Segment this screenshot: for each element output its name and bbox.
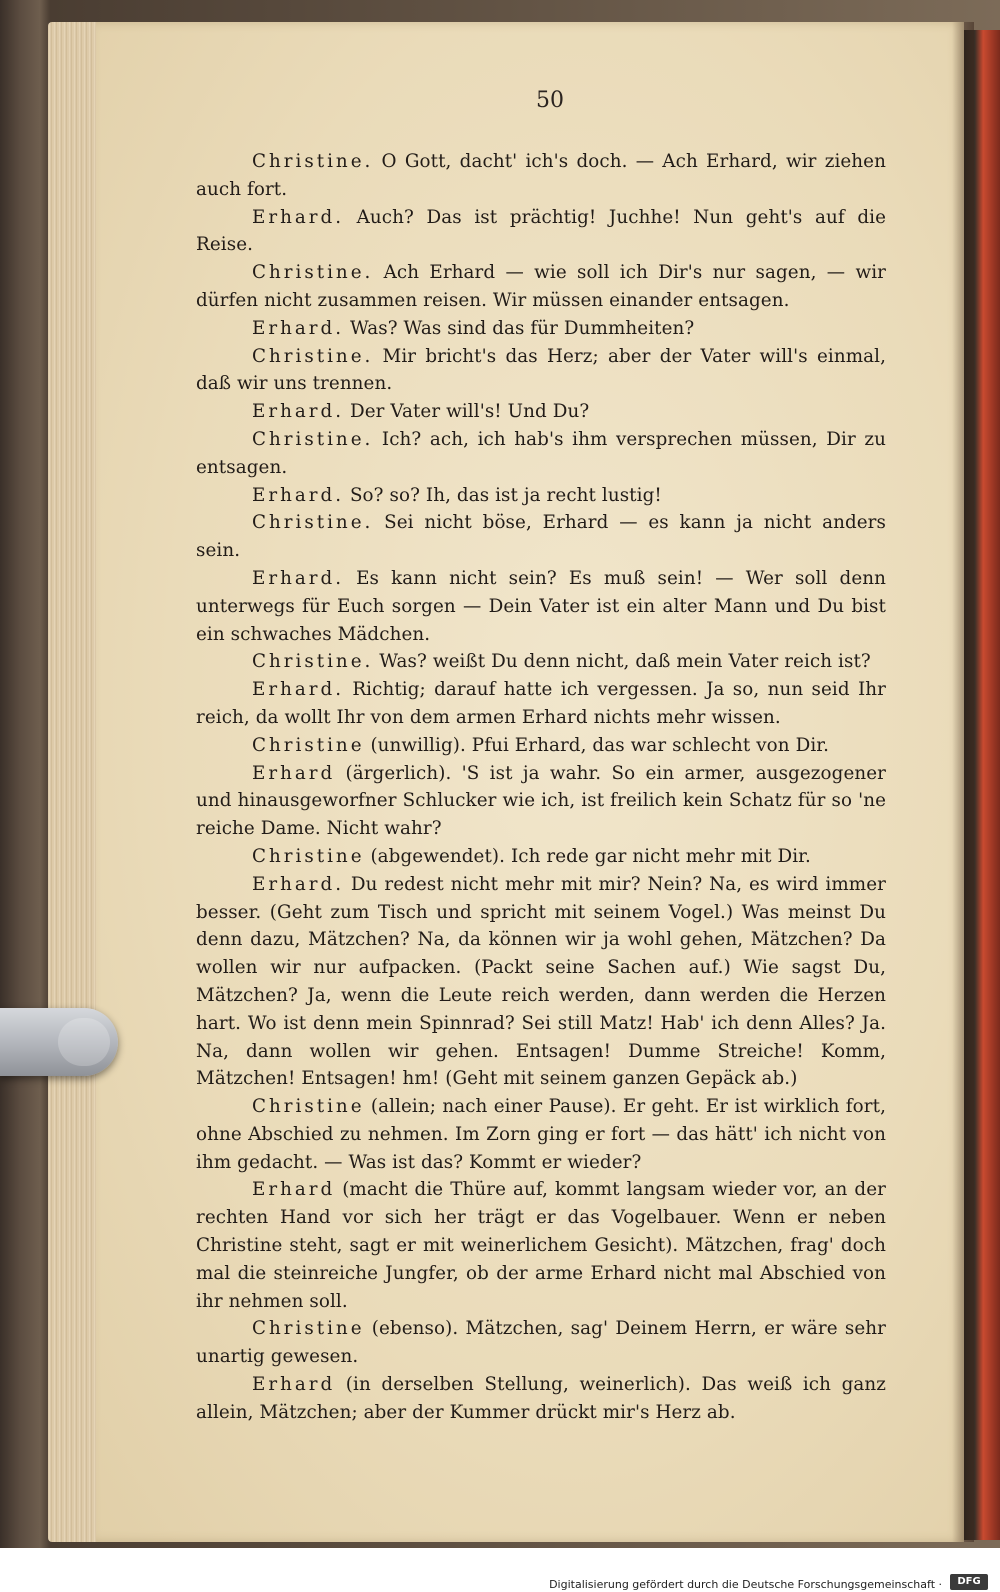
dialogue-text: (ebenso). Mätzchen, sag' Deinem Herrn, er wäre sehr unartig gewesen. [196,1318,886,1368]
dialogue-paragraph [196,843,886,871]
speaker-name: Erhard. [252,206,345,228]
dialogue-paragraph [196,1315,886,1371]
speaker-name: Erhard [252,1179,336,1201]
speaker-name: Erhard. [252,401,345,423]
dialogue-paragraph [196,1176,886,1315]
funding-notice: Digitalisierung gefördert durch die Deutsche Forschungsgemeinschaft · [549,1578,942,1591]
dialogue-text: Sei nicht böse, Erhard — es kann ja nicht anders sein. [196,512,886,562]
dialogue-paragraph [196,732,886,760]
dialogue-text: Ach Erhard — wie soll ich Dir's nur sagen, — wir dürfen nicht zusammen reisen. Wir müssen einander entsagen. [196,262,886,311]
dialogue-paragraph [196,871,886,1093]
dialogue-text: Was? Was sind das für Dummheiten? [349,317,695,339]
speaker-name: Christine [252,1096,365,1118]
speaker-name: Christine. [252,262,374,284]
dialogue-paragraph [196,315,886,343]
speaker-name: Christine [252,1318,365,1340]
speaker-name: Erhard. [252,484,345,506]
dialogue-text: So? so? Ih, das ist ja recht lustig! [349,484,662,506]
speaker-name: Christine. [252,651,374,673]
dialogue-paragraph [196,676,886,732]
dialogue-text: (allein; nach einer Pause). Er geht. Er ist wirklich fort, ohne Abschied zu nehmen. Im Zorn ging er fort — das hätt' ich nicht von ihm gedacht. — Was ist das? Kommt er wieder? [196,1096,886,1173]
dialogue-text: Auch? Das ist prächtig! Juchhe! Nun geht's auf die Reise. [196,206,886,256]
dialogue-text: (unwillig). Pfui Erhard, das war schlecht von Dir. [370,734,830,756]
spine-shadow [952,22,974,1542]
dialogue-paragraph [196,648,886,676]
dialogue-paragraph [196,204,886,260]
dialogue-text: Ich? ach, ich hab's ihm versprechen müssen, Dir zu entsagen. [196,428,886,478]
speaker-name: Erhard. [252,679,345,701]
page-number: 50 [536,88,564,113]
dialogue-paragraph [196,259,886,315]
speaker-name: Christine [252,734,365,756]
dialogue-paragraph [196,509,886,565]
dialogue-text: (ärgerlich). 'S ist ja wahr. So ein armer, ausgezogener und hinausgeworfner Schlucker wie ich, ist freilich kein Schatz für so 'ne reiche Dame. Nicht wahr? [196,762,886,840]
dialogue-text: (in derselben Stellung, weinerlich). Das weiß ich ganz allein, Mätzchen; aber der Kummer drückt mir's Herz ab. [196,1374,886,1423]
speaker-name: Erhard. [252,567,345,589]
speaker-name: Christine. [252,345,374,367]
speaker-name: Erhard [252,762,336,784]
dialogue-paragraph [196,343,886,399]
dialogue-text: Der Vater will's! Und Du? [349,401,590,423]
dialogue-text: Was? weißt Du denn nicht, daß mein Vater reich ist? [379,651,871,673]
dialogue-text: Richtig; darauf hatte ich vergessen. Ja so, nun seid Ihr reich, da wollt Ihr von dem armen Erhard nichts mehr wissen. [196,679,886,728]
speaker-name: Christine. [252,428,374,450]
dialogue-paragraph [196,565,886,648]
speaker-name: Christine. [252,512,374,534]
speaker-name: Erhard. [252,317,345,339]
thumb-holding-page [0,1008,118,1076]
dialogue-paragraph [196,482,886,510]
dialogue-paragraph [196,426,886,482]
dialogue-paragraph [196,1371,886,1427]
speaker-name: Erhard. [252,873,345,895]
dialogue-text: O Gott, dacht' ich's doch. — Ach Erhard, wir ziehen auch fort. [196,151,886,200]
book-page [96,22,964,1542]
dialogue-text: (abgewendet). Ich rede gar nicht mehr mit Dir. [370,845,811,867]
speaker-name: Christine. [252,151,374,172]
dfg-logo: DFG [950,1574,988,1590]
dialogue-text: Mir bricht's das Herz; aber der Vater will's einmal, daß wir uns trennen. [196,345,886,395]
dialogue-paragraph [196,1093,886,1176]
dialogue-paragraph [196,760,886,843]
dialogue-text: (macht die Thüre auf, kommt langsam wieder vor, an der rechten Hand vor sich her trägt er das Vogelbauer. Wenn er neben Christine steht, sagt er mit weinerlichem Gesicht). Mätzchen, frag' doch mal die steinreiche Jungfer, ob der arme Erhard nicht mal Abschied von ihr nehmen soll. [196,1179,886,1312]
speaker-name: Erhard [252,1374,336,1396]
dialogue-text: Du redest nicht mehr mit mir? Nein? Na, es wird immer besser. (Geht zum Tisch und spricht mit seinem Vogel.) Was meinst Du denn dazu, Mätzchen? Na, da können wir ja wohl gehen, Mätzchen? Da wollen wir nur aufpacken. (Packt seine Sachen auf.) Wie sagst Du, Mätzchen? Ja, wenn die Leute reich werden, dann werden die Herzen hart. Wo ist denn mein Spinnrad? Sei still Matz! Hab' ich denn Alles? Ja. Na, dann wollen wir gehen. Entsagen! Dumme Streiche! Komm, Mätzchen! Entsagen! hm! (Geht mit seinem ganzen Gepäck ab.) [196,873,886,1090]
dialogue-text: Es kann nicht sein? Es muß sein! — Wer soll denn unterwegs für Euch sorgen — Dein Vater ist ein alter Mann und Du bist ein schwaches Mädchen. [196,567,886,645]
text-block [196,148,886,1427]
dialogue-paragraph [196,398,886,426]
speaker-name: Christine [252,845,365,867]
dialogue-paragraph [196,148,886,204]
